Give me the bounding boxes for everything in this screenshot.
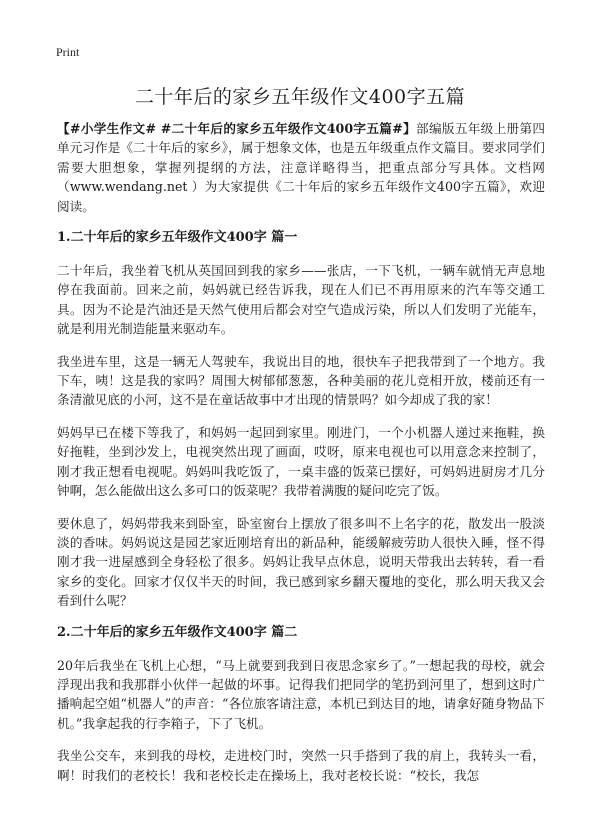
paragraph: 我坐进车里，这是一辆无人驾驶车，我说出目的地，很快车子把我带到了一个地方。我下车，咦！这是我的家吗？周围大树郁郁葱葱，各种美丽的花儿竞相开放，楼前还有一条清澈见底的小河，这不是在童话故事中才出现的情景吗？如今却成了我的家！ (57, 353, 545, 408)
intro-text: 部编版五年级上册第四单元习作是《二十年后的家乡》，属于想象文体，也是五年级重点作文篇目。要求同学们需要大胆想象，掌握列提纲的方法，注意详略得当，把重点部分写具体。文档网（www.wendang.net ）为大家提供《二十年后的家乡五年级作文400字五篇》，欢迎阅读。 (57, 121, 545, 214)
section-heading-1: 1.二十年后的家乡五年级作文400字 篇一 (57, 230, 298, 246)
intro-paragraph (57, 119, 545, 216)
print-link[interactable]: Print (56, 45, 80, 59)
paragraph: 妈妈早已在楼下等我了，和妈妈一起回到家里。刚进门，一个小机器人递过来拖鞋，换好拖鞋，坐到沙发上，电视突然出现了画面，哎呀，原来电视也可以用意念来控制了，刚才我正想看电视呢。妈妈叫我吃饭了，一桌丰盛的饭菜已摆好，可妈妈进厨房才几分钟啊，怎么能做出这么多可口的饭菜呢？我带着满腹的疑问吃完了饭。 (57, 424, 545, 499)
paragraph: 二十年后，我坐着飞机从英国回到我的家乡——张店，一下飞机，一辆车就悄无声息地停在我面前。回来之前，妈妈就已经告诉我，现在人们已不再用原来的汽车等交通工具。因为不论是汽油还是天然气使用后都会对空气造成污染，所以人们发明了光能车，就是利用光制造能量来驱动车。 (57, 263, 545, 337)
section-heading-2: 2.二十年后的家乡五年级作文400字 篇二 (57, 624, 298, 640)
paragraph: 要休息了，妈妈带我来到卧室，卧室窗台上摆放了很多叫不上名字的花，散发出一股淡淡的香味。妈妈说这是园艺家近刚培育出的新品种，能缓解疲劳助人很快入睡，怪不得刚才我一进屋感到全身轻松了很多。妈妈让我早点休息，说明天带我出去转转，看一看家乡的变化。回家才仅仅半天的时间，我已感到家乡翻天覆地的变化，那么明天我又会看到什么呢？ (57, 515, 545, 609)
intro-tag: 【#小学生作文# #二十年后的家乡五年级作文400字五篇#】 (57, 121, 417, 136)
article-body (57, 119, 545, 798)
page-title: 二十年后的家乡五年级作文400字五篇 (134, 86, 466, 108)
paragraph: 20年后我坐在飞机上心想，“马上就要到我到日夜思念家乡了。”一想起我的母校，就会浮现出我和我那群小伙伴一起做的坏事。记得我们把同学的笔扔到河里了，想到这时广播响起空姐“机器人”的声音：“各位旅客请注意，本机已到达目的地，请拿好随身物品下机。”我拿起我的行李箱子，下了飞机。 (57, 657, 545, 731)
paragraph: 我坐公交车，来到我的母校，走进校门时，突然一只手搭到了我的肩上，我转头一看，啊！时我们的老校长！我和老校长走在操场上，我对老校长说：“校长，我怎 (57, 748, 545, 783)
